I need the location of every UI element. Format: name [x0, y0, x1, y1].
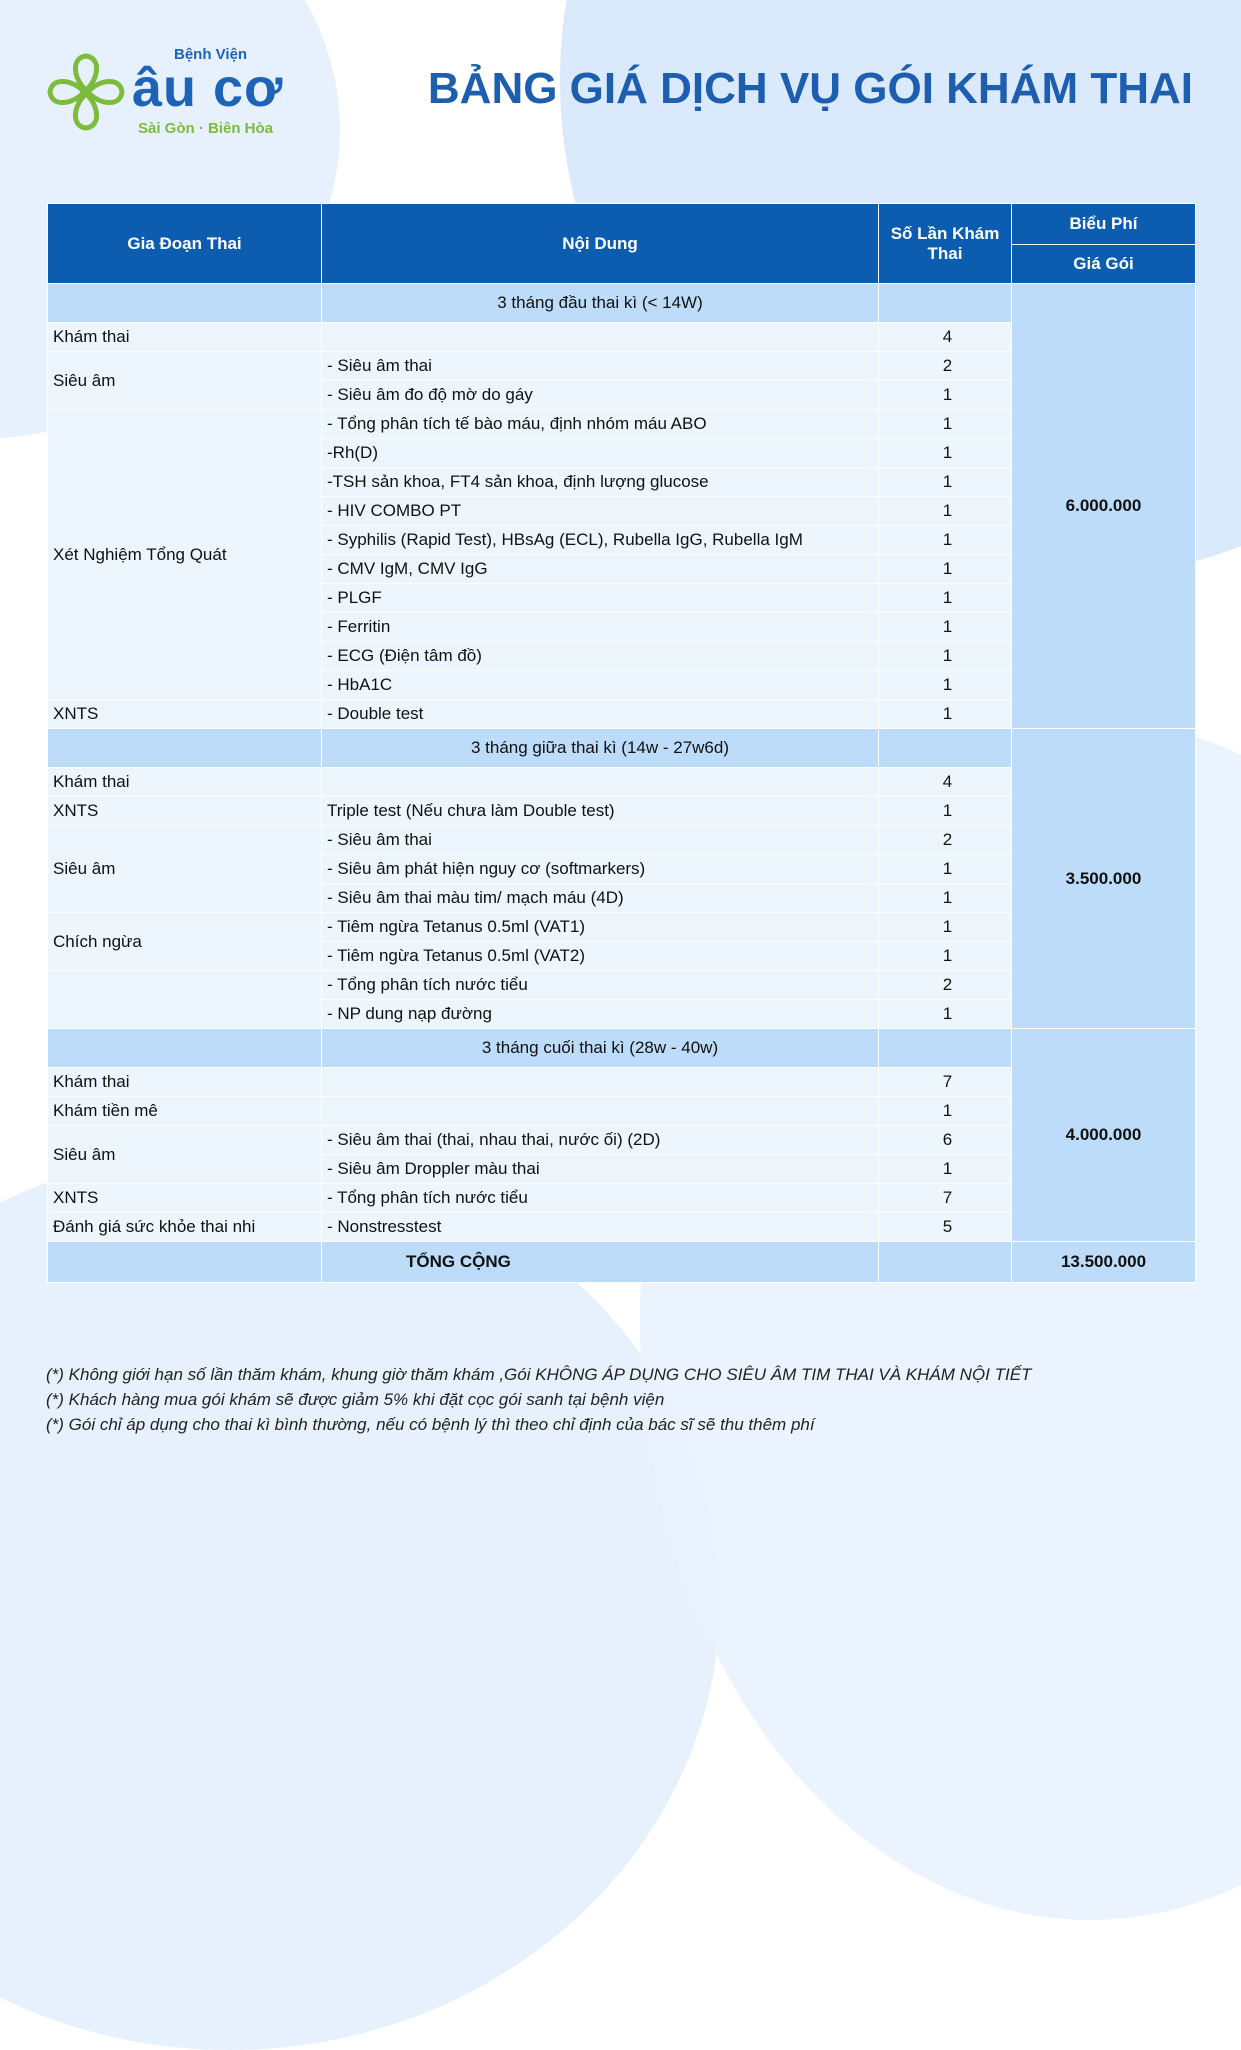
count-cell: 2: [879, 971, 1012, 1000]
footnotes: [46, 1362, 1031, 1437]
content-cell: [322, 1068, 879, 1097]
count-cell: 2: [879, 352, 1012, 381]
section-band-row: [48, 284, 1196, 323]
total-empty: [48, 1242, 322, 1283]
count-cell: 1: [879, 913, 1012, 942]
band-empty: [879, 729, 1012, 768]
logo-locations: Sài Gòn · Biên Hòa: [138, 120, 274, 137]
count-cell: 1: [879, 497, 1012, 526]
count-cell: 1: [879, 700, 1012, 729]
header-content: Nội Dung: [322, 204, 879, 284]
stage-cell: [48, 971, 322, 1029]
content-cell: - CMV IgM, CMV IgG: [322, 555, 879, 584]
count-cell: 5: [879, 1213, 1012, 1242]
content-cell: - Tiêm ngừa Tetanus 0.5ml (VAT1): [322, 913, 879, 942]
section-title: 3 tháng đầu thai kì (< 14W): [322, 284, 879, 323]
footnote: (*) Không giới hạn số lần thăm khám, khung giờ thăm khám ,Gói KHÔNG ÁP DỤNG CHO SIÊU ÂM TIM THAI VÀ KHÁM NỘI TIẾT: [46, 1365, 1032, 1384]
section-price: 3.500.000: [1012, 729, 1196, 1029]
section-title: 3 tháng cuối thai kì (28w - 40w): [322, 1029, 879, 1068]
content-cell: - Tiêm ngừa Tetanus 0.5ml (VAT2): [322, 942, 879, 971]
stage-cell: Chích ngừa: [48, 913, 322, 971]
total-row: [48, 1242, 1196, 1283]
stage-cell: Khám thai: [48, 323, 322, 352]
content-cell: - Siêu âm thai (thai, nhau thai, nước ối) (2D): [322, 1126, 879, 1155]
content-cell: - Siêu âm phát hiện nguy cơ (softmarkers): [322, 855, 879, 884]
content-cell: - Siêu âm đo độ mờ do gáy: [322, 381, 879, 410]
band-empty: [48, 1029, 322, 1068]
footnote: (*) Gói chỉ áp dụng cho thai kì bình thường, nếu có bệnh lý thì theo chỉ định của bác sĩ sẽ thu thêm phí: [46, 1415, 815, 1434]
count-cell: 6: [879, 1126, 1012, 1155]
section-band-row: [48, 729, 1196, 768]
count-cell: 1: [879, 1000, 1012, 1029]
content-cell: - Siêu âm Droppler màu thai: [322, 1155, 879, 1184]
content-cell: - Syphilis (Rapid Test), HBsAg (ECL), Rubella IgG, Rubella IgM: [322, 526, 879, 555]
band-empty: [879, 1029, 1012, 1068]
stage-cell: Đánh giá sức khỏe thai nhi: [48, 1213, 322, 1242]
content-cell: - Tổng phân tích nước tiểu: [322, 971, 879, 1000]
count-cell: 1: [879, 381, 1012, 410]
count-cell: 1: [879, 855, 1012, 884]
content-cell: [322, 323, 879, 352]
count-cell: 1: [879, 410, 1012, 439]
stage-cell: Siêu âm: [48, 1126, 322, 1184]
count-cell: 1: [879, 1155, 1012, 1184]
content-cell: - Tổng phân tích tế bào máu, định nhóm máu ABO: [322, 410, 879, 439]
content-cell: - Siêu âm thai: [322, 352, 879, 381]
content-cell: - Siêu âm thai màu tim/ mạch máu (4D): [322, 884, 879, 913]
band-empty: [48, 729, 322, 768]
footnote: (*) Khách hàng mua gói khám sẽ được giảm 5% khi đặt cọc gói sanh tại bệnh viện: [46, 1390, 665, 1409]
count-cell: 1: [879, 468, 1012, 497]
total-empty: [879, 1242, 1012, 1283]
content-cell: -TSH sản khoa, FT4 sản khoa, định lượng glucose: [322, 468, 879, 497]
content-cell: [322, 1097, 879, 1126]
header-fee: Biểu Phí: [1012, 204, 1196, 245]
section-price: 6.000.000: [1012, 284, 1196, 729]
count-cell: 1: [879, 942, 1012, 971]
count-cell: 4: [879, 323, 1012, 352]
hospital-logo: [44, 46, 300, 142]
count-cell: 1: [879, 884, 1012, 913]
count-cell: 4: [879, 768, 1012, 797]
content-cell: Triple test (Nếu chưa làm Double test): [322, 797, 879, 826]
total-label: TỔNG CỘNG: [322, 1242, 879, 1283]
stage-cell: XNTS: [48, 1184, 322, 1213]
logo-brand-text: âu cơ: [132, 58, 284, 118]
content-cell: - PLGF: [322, 584, 879, 613]
background-circle: [0, 1150, 720, 2050]
content-cell: -Rh(D): [322, 439, 879, 468]
content-cell: - NP dung nạp đường: [322, 1000, 879, 1029]
header-count: Số Lần Khám Thai: [879, 204, 1012, 284]
stage-cell: Khám tiền mê: [48, 1097, 322, 1126]
count-cell: 1: [879, 613, 1012, 642]
content-cell: - Tổng phân tích nước tiểu: [322, 1184, 879, 1213]
price-table: [47, 203, 1196, 1283]
content-cell: - Siêu âm thai: [322, 826, 879, 855]
logo-top-text: Bệnh Viện: [174, 46, 248, 63]
count-cell: 2: [879, 826, 1012, 855]
count-cell: 7: [879, 1184, 1012, 1213]
content-cell: [322, 768, 879, 797]
section-title: 3 tháng giữa thai kì (14w - 27w6d): [322, 729, 879, 768]
band-empty: [48, 284, 322, 323]
count-cell: 1: [879, 671, 1012, 700]
stage-cell: Khám thai: [48, 768, 322, 797]
stage-cell: Khám thai: [48, 1068, 322, 1097]
stage-cell: Xét Nghiệm Tổng Quát: [48, 410, 322, 700]
section-price: 4.000.000: [1012, 1029, 1196, 1242]
count-cell: 1: [879, 584, 1012, 613]
count-cell: 1: [879, 555, 1012, 584]
stage-cell: Siêu âm: [48, 826, 322, 913]
content-cell: - ECG (Điện tâm đồ): [322, 642, 879, 671]
header-stage: Gia Đoạn Thai: [48, 204, 322, 284]
band-empty: [879, 284, 1012, 323]
content-cell: - HIV COMBO PT: [322, 497, 879, 526]
section-band-row: [48, 1029, 1196, 1068]
page-title: BẢNG GIÁ DỊCH VỤ GÓI KHÁM THAI: [427, 64, 1193, 113]
total-price: 13.500.000: [1012, 1242, 1196, 1283]
count-cell: 1: [879, 642, 1012, 671]
count-cell: 1: [879, 797, 1012, 826]
stage-cell: XNTS: [48, 700, 322, 729]
header-package-price: Giá Gói: [1012, 245, 1196, 284]
stage-cell: XNTS: [48, 797, 322, 826]
count-cell: 7: [879, 1068, 1012, 1097]
count-cell: 1: [879, 1097, 1012, 1126]
stage-cell: Siêu âm: [48, 352, 322, 410]
content-cell: - Double test: [322, 700, 879, 729]
content-cell: - Ferritin: [322, 613, 879, 642]
count-cell: 1: [879, 526, 1012, 555]
table-body: [48, 284, 1196, 1242]
content-cell: - Nonstresstest: [322, 1213, 879, 1242]
content-cell: - HbA1C: [322, 671, 879, 700]
count-cell: 1: [879, 439, 1012, 468]
clover-logo-icon: [44, 50, 128, 134]
